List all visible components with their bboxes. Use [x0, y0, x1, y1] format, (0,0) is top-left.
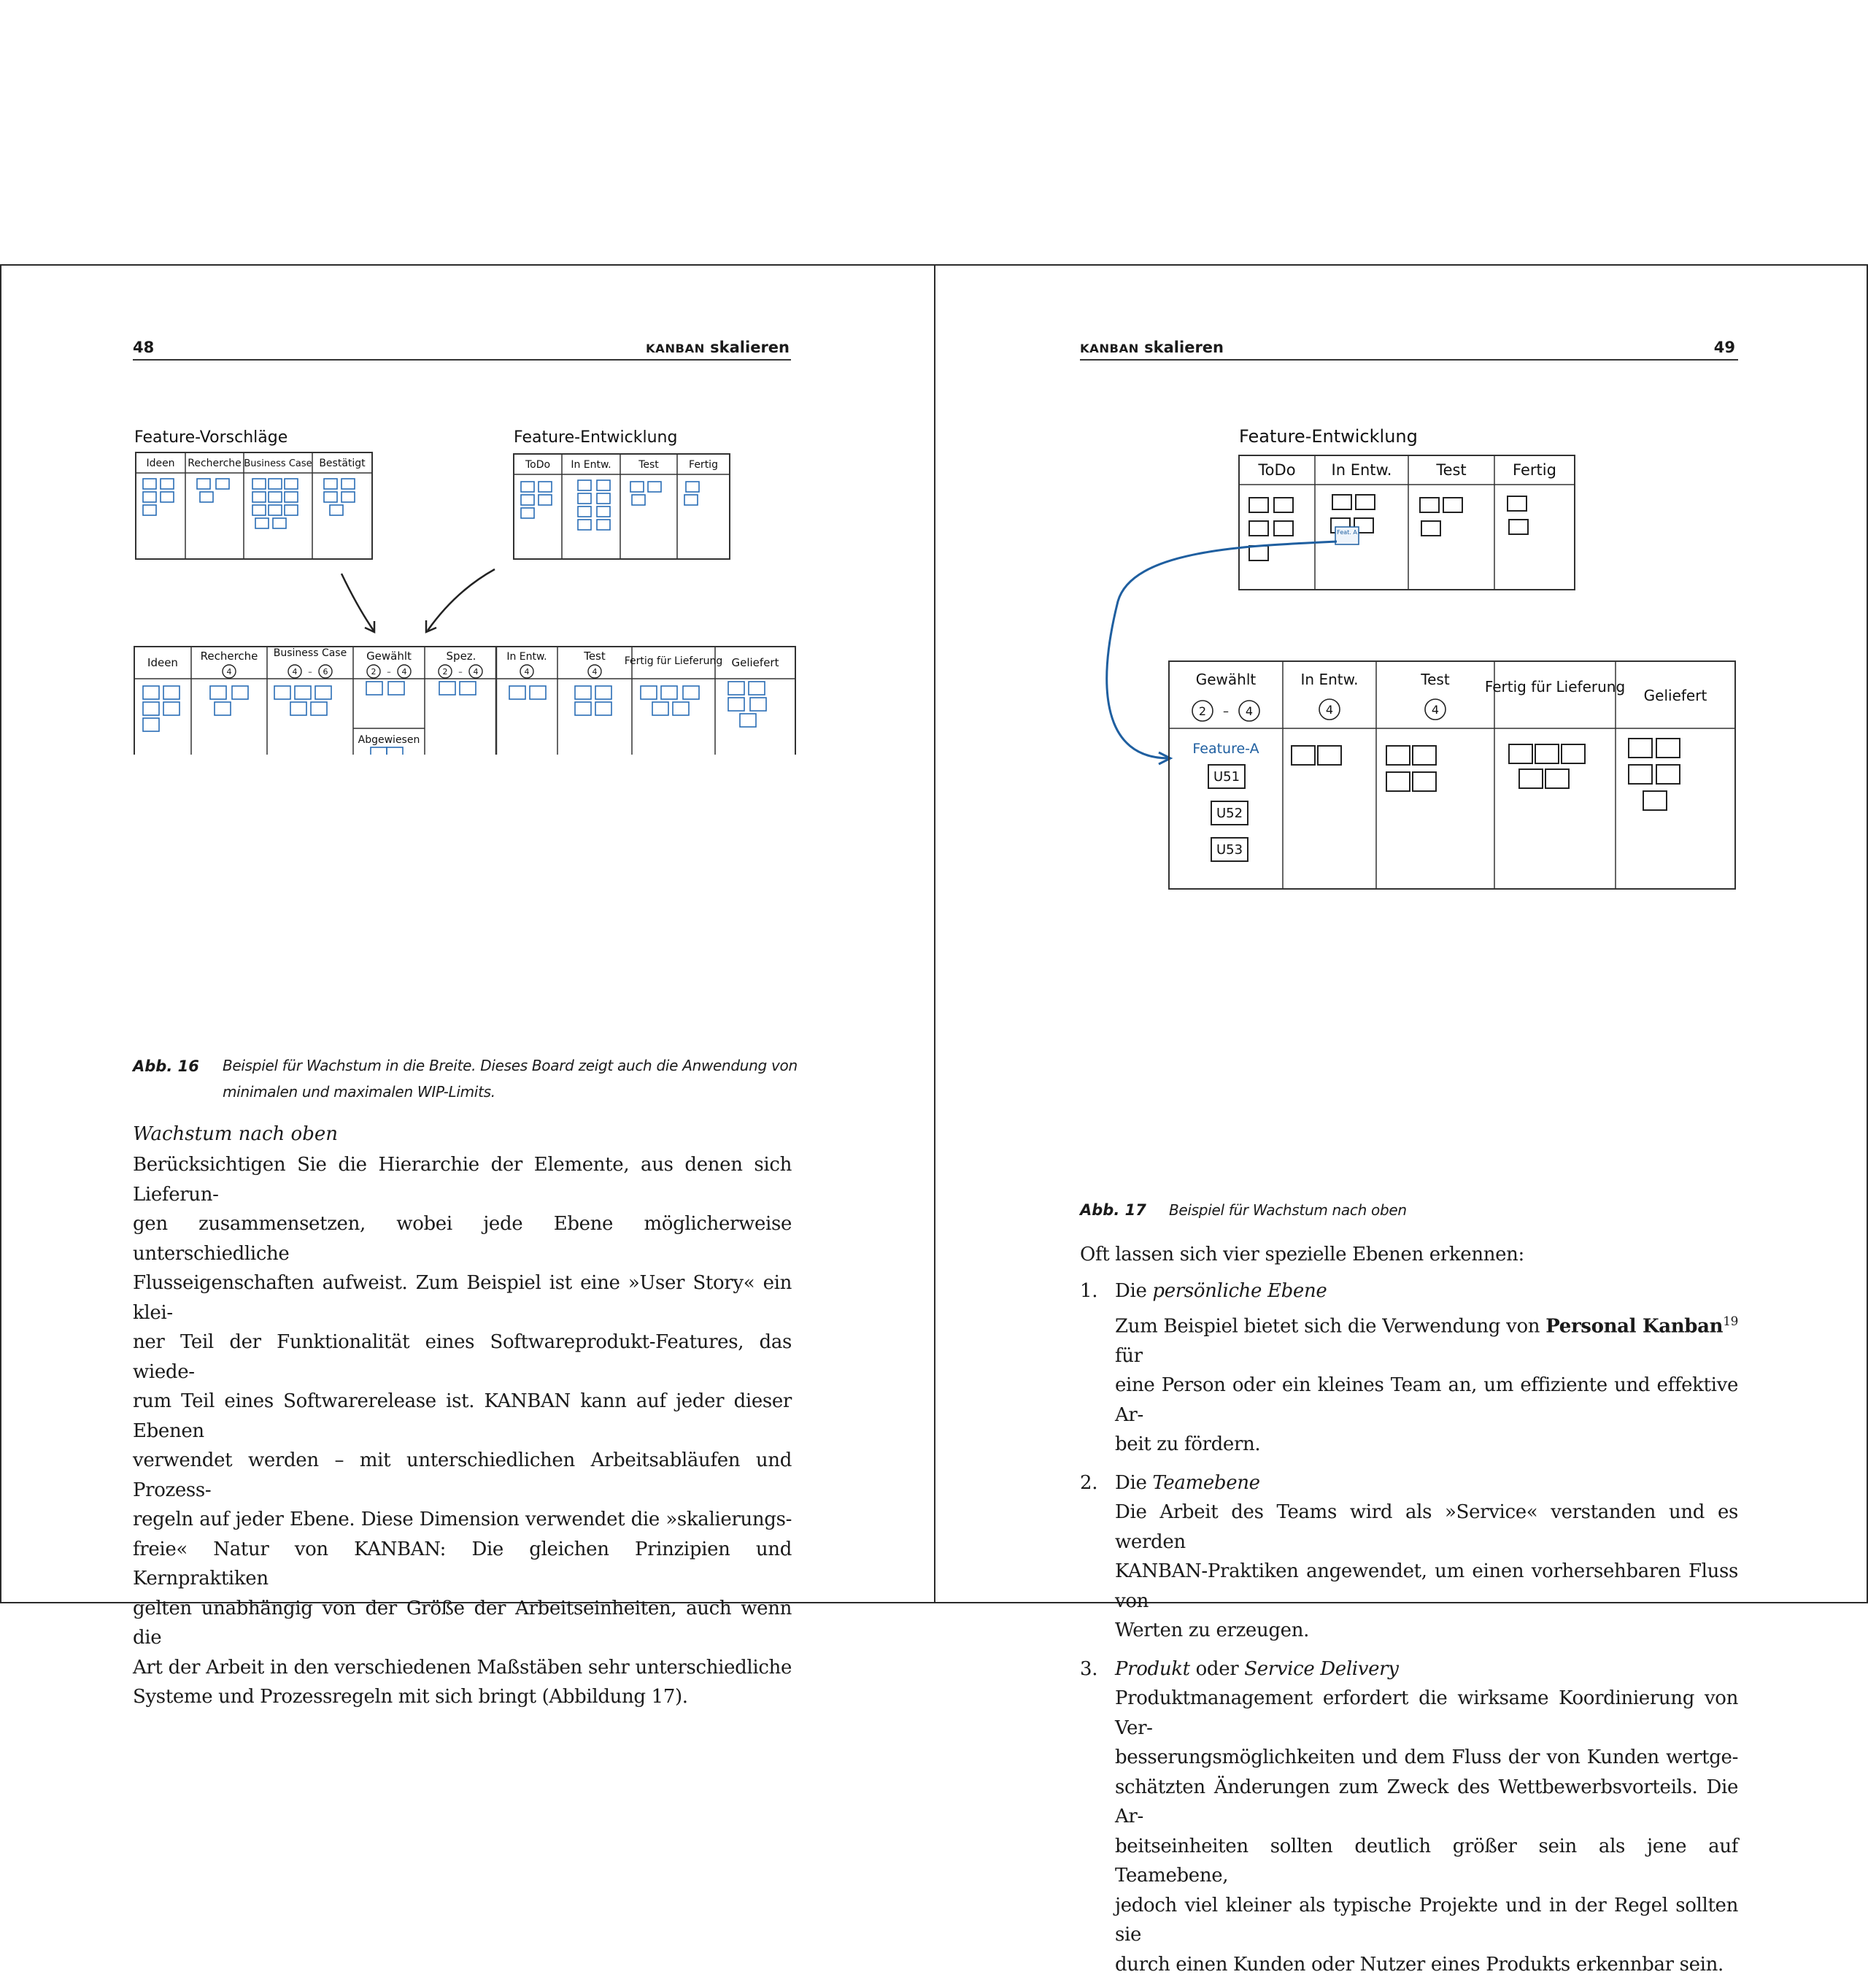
kanban-card [311, 702, 327, 715]
kanban-card [371, 747, 387, 755]
figure-16 [126, 412, 797, 755]
col-header: ToDo [1258, 461, 1296, 479]
wip-limit: 4 [1431, 703, 1440, 717]
kanban-card [388, 682, 404, 695]
col-header: Gewählt [366, 650, 412, 663]
kanban-card [1249, 498, 1268, 512]
text-line: freie« Natur von KANBAN: Die gleichen Prinzipien und Kernpraktiken [133, 1538, 792, 1590]
kanban-card [1509, 520, 1528, 534]
text-line: ner Teil der Funktionalität eines Softwareprodukt-Features, das wiede- [133, 1331, 792, 1383]
kanban-card [578, 493, 591, 504]
header-rule [1080, 359, 1738, 361]
text-line: Art der Arbeit in den verschiedenen Maßstäben sehr unterschiedliche [133, 1656, 792, 1679]
fig-label: Feature-Entwicklung [514, 428, 678, 447]
kanban-card [1656, 739, 1680, 758]
kanban-card [439, 682, 455, 695]
kanban-card [1562, 744, 1585, 763]
kanban-card [161, 492, 174, 502]
kanban-card [630, 482, 644, 492]
kanban-card [273, 518, 286, 528]
kanban-card [673, 702, 689, 715]
list-item: 3. Produkt oder Service Delivery Produktmanagement erfordert die wirksame Koordinierung von Ver- besserungsmöglichkeiten und dem Fluss der von Kunden wertge- schätzten Änderungen zum Zweck des Wettbewerbsvorteils. Die Ar- beitseinheiten sollten deutlich größer sein als jene auf Teamebene, jedoch viel kleiner als typische Projekte und in der Regel sollten sie durch einen Kunden oder Nutzer eines Produkts erkennbar sein. [1080, 1657, 1738, 1976]
page-number: 48 [133, 339, 155, 356]
kanban-card [295, 686, 311, 699]
wip-limit: 4 [1325, 703, 1334, 717]
kanban-card [330, 505, 343, 515]
wip-dash: – [387, 667, 391, 677]
wip-limit: 4 [401, 667, 407, 677]
wip-limit: 4 [592, 667, 598, 677]
col-header: Fertig [689, 459, 718, 471]
kanban-card [324, 479, 337, 489]
kanban-card [143, 686, 159, 699]
kanban-card [163, 686, 180, 699]
kanban-card [578, 520, 591, 530]
arrow [428, 569, 495, 631]
kanban-card [197, 479, 210, 489]
kanban-card [648, 482, 661, 492]
subheading: Wachstum nach oben [133, 1123, 338, 1145]
text-line: Flusseigenschaften aufweist. Zum Beispiel ist eine »User Story« ein klei- [133, 1272, 792, 1324]
kanban-card [255, 518, 269, 528]
kanban-card [1332, 495, 1351, 509]
text-line: gelten unabhängig von der Größe der Arbeitseinheiten, auch wenn die [133, 1597, 792, 1649]
kanban-card [1386, 772, 1410, 791]
kanban-card [232, 686, 248, 699]
kanban-card [1420, 498, 1439, 512]
kanban-card [1274, 521, 1293, 536]
kanban-card [216, 479, 229, 489]
kanban-card [684, 495, 698, 505]
kanban-card [683, 686, 699, 699]
col-header: Fertig für Lieferung [1484, 678, 1626, 696]
kanban-card [521, 508, 534, 518]
kanban-card [274, 686, 290, 699]
kanban-card [749, 682, 765, 695]
wip-limit: 4 [473, 667, 479, 677]
kanban-card [1356, 495, 1375, 509]
kanban-card [1292, 746, 1315, 765]
kanban-card [252, 505, 266, 515]
kanban-card [341, 492, 355, 502]
col-header: Geliefert [731, 656, 779, 669]
kanban-card [1274, 498, 1293, 512]
kanban-card [1249, 521, 1268, 536]
wip-limit: 2 [442, 667, 448, 677]
kanban-card [509, 686, 525, 699]
col-header: ToDo [525, 459, 551, 471]
kanban-card [1545, 769, 1569, 788]
col-header: Ideen [146, 458, 175, 469]
col-header: In Entw. [571, 459, 611, 471]
wip-limit: 2 [371, 667, 377, 677]
kanban-card [1509, 744, 1532, 763]
story-card: U52 [1216, 806, 1243, 821]
list-item: 1. Die persönliche Ebene Zum Beispiel bietet sich die Verwendung von Personal Kanban$^{19}$ für eine Person oder ein kleines Team an, um effiziente und effektive Ar- beit zu fördern. [1080, 1280, 1738, 1456]
abgewiesen-label: Abgewiesen [358, 734, 420, 746]
kanban-card [597, 480, 610, 490]
kanban-card [285, 492, 298, 502]
text-line: Systeme und Prozessregeln mit sich bringt (Abbildung 17). [133, 1686, 688, 1708]
kanban-card [597, 520, 610, 530]
header-rule [133, 359, 791, 361]
kanban-card [686, 482, 699, 492]
caption-number: Abb. 16 [133, 1057, 199, 1075]
kanban-card [740, 714, 756, 727]
kanban-card [530, 686, 546, 699]
kanban-card [269, 505, 282, 515]
feat-card-label: Feat. A [1337, 529, 1357, 536]
col-header: In Entw. [1300, 671, 1359, 688]
kanban-card [1629, 739, 1652, 758]
text-line: Berücksichtigen Sie die Hierarchie der Elemente, aus denen sich Lieferun- [133, 1154, 792, 1206]
kanban-card [324, 492, 337, 502]
kanban-card [252, 479, 266, 489]
kanban-card [1249, 546, 1268, 560]
col-header: In Entw. [506, 651, 547, 663]
caption-number: Abb. 17 [1080, 1201, 1146, 1219]
kanban-card [163, 702, 180, 715]
connector-arrow [1107, 542, 1337, 758]
kanban-card [200, 492, 213, 502]
kanban-card [728, 682, 744, 695]
kanban-card [595, 702, 611, 715]
kanban-card [161, 479, 174, 489]
caption-text: Beispiel für Wachstum nach oben [1169, 1201, 1407, 1219]
ordered-list [1080, 1276, 1738, 1988]
kanban-card [269, 479, 282, 489]
text-line: rum Teil eines Softwarerelease ist. KANBAN kann auf jeder dieser Ebenen [133, 1390, 792, 1442]
kanban-card [252, 492, 266, 502]
kanban-card [143, 505, 156, 515]
col-header: Spez. [446, 650, 476, 663]
kanban-card [143, 479, 156, 489]
col-header: Fertig für Lieferung [624, 655, 723, 667]
col-header: Business Case [273, 647, 347, 659]
story-card: U53 [1216, 842, 1243, 858]
kanban-card [595, 686, 611, 699]
col-header: Ideen [147, 656, 178, 669]
running-header: KANBAN skalieren [1080, 339, 1224, 356]
kanban-card [1535, 744, 1559, 763]
kanban-card [387, 747, 403, 755]
caption-text: Beispiel für Wachstum in die Breite. Dieses Board zeigt auch die Anwendung von minimalen und maximalen WIP-Limits. [223, 1057, 798, 1101]
kanban-card [1443, 498, 1462, 512]
col-header: Test [638, 459, 659, 471]
text-line: verwendet werden – mit unterschiedlichen Arbeitsabläufen und Prozess- [133, 1449, 792, 1501]
kanban-card [661, 686, 677, 699]
kanban-card [269, 492, 282, 502]
kanban-card [315, 686, 331, 699]
kanban-card [539, 495, 552, 505]
kanban-card [632, 495, 645, 505]
list-item: 2. Die Teamebene Die Arbeit des Teams wird als »Service« verstanden und es werden KANBAN-Praktiken angewendet, um einen vorhersehbaren Fluss von Werten zu erzeugen. [1080, 1471, 1738, 1642]
kanban-card [750, 698, 766, 711]
kanban-card [578, 480, 591, 490]
wip-dash: – [458, 667, 463, 677]
col-header: Recherche [200, 650, 258, 663]
feature-a-label: Feature-A [1192, 741, 1259, 757]
kanban-card [143, 718, 159, 731]
kanban-card [1421, 521, 1440, 536]
kanban-card [641, 686, 657, 699]
kanban-card [285, 505, 298, 515]
story-card: U51 [1213, 769, 1240, 785]
kanban-card [1413, 746, 1436, 765]
fig-label: Feature-Entwicklung [1239, 426, 1418, 447]
figure-17 [1074, 412, 1745, 922]
kanban-card [652, 702, 668, 715]
text-line: regeln auf jeder Ebene. Diese Dimension verwendet die »skalierungs- [133, 1509, 792, 1530]
right-page [934, 264, 1868, 1976]
kanban-card [1318, 746, 1341, 765]
col-header: Fertig [1513, 461, 1556, 479]
kanban-card [521, 482, 534, 492]
page-number: 49 [1713, 339, 1735, 356]
col-header: Business Case [244, 458, 312, 469]
kanban-card [215, 702, 231, 715]
wip-limit: 4 [524, 667, 530, 677]
wip-limit: 4 [292, 667, 298, 677]
kanban-card [285, 479, 298, 489]
kanban-card [728, 698, 744, 711]
kanban-card [143, 702, 159, 715]
kanban-card [575, 686, 591, 699]
wip-limit: 6 [323, 667, 328, 677]
footnote-ref: 19 [1723, 1313, 1738, 1328]
kanban-card [1629, 765, 1652, 784]
kanban-card [597, 493, 610, 504]
wip-limit: 4 [226, 667, 232, 677]
kanban-card [1643, 791, 1667, 810]
text-line: gen zusammensetzen, wobei jede Ebene möglicherweise unterschiedliche [133, 1213, 792, 1265]
kanban-card [290, 702, 306, 715]
arrow [341, 574, 374, 631]
col-header: In Entw. [1331, 461, 1392, 479]
wip-dash: – [308, 667, 312, 677]
wip-limit: 2 [1198, 704, 1207, 718]
body-paragraph [133, 1150, 792, 1712]
wip-dash: – [1223, 704, 1229, 718]
kanban-card [341, 479, 355, 489]
col-header: Recherche [188, 458, 242, 469]
body-intro: Oft lassen sich vier spezielle Ebenen erkennen: [1080, 1244, 1524, 1265]
kanban-card [460, 682, 476, 695]
col-header: Bestätigt [319, 458, 366, 469]
col-header: Test [584, 650, 606, 663]
wip-limit: 4 [1245, 704, 1254, 718]
kanban-card [210, 686, 226, 699]
kanban-card [539, 482, 552, 492]
fig-label: Feature-Vorschläge [134, 428, 288, 447]
kanban-card [597, 506, 610, 517]
running-header: KANBAN skalieren [646, 339, 790, 356]
col-header: Geliefert [1643, 687, 1707, 704]
kanban-card [521, 495, 534, 505]
kanban-card [1519, 769, 1543, 788]
kanban-card [575, 702, 591, 715]
left-page [0, 264, 935, 1708]
col-header: Test [1421, 671, 1450, 688]
kanban-card [1386, 746, 1410, 765]
col-header: Test [1436, 461, 1467, 479]
kanban-card [578, 506, 591, 517]
kanban-card [1508, 496, 1527, 511]
kanban-card [143, 492, 156, 502]
col-header: Gewählt [1195, 671, 1257, 688]
kanban-card [1656, 765, 1680, 784]
kanban-card [366, 682, 382, 695]
kanban-card [1413, 772, 1436, 791]
